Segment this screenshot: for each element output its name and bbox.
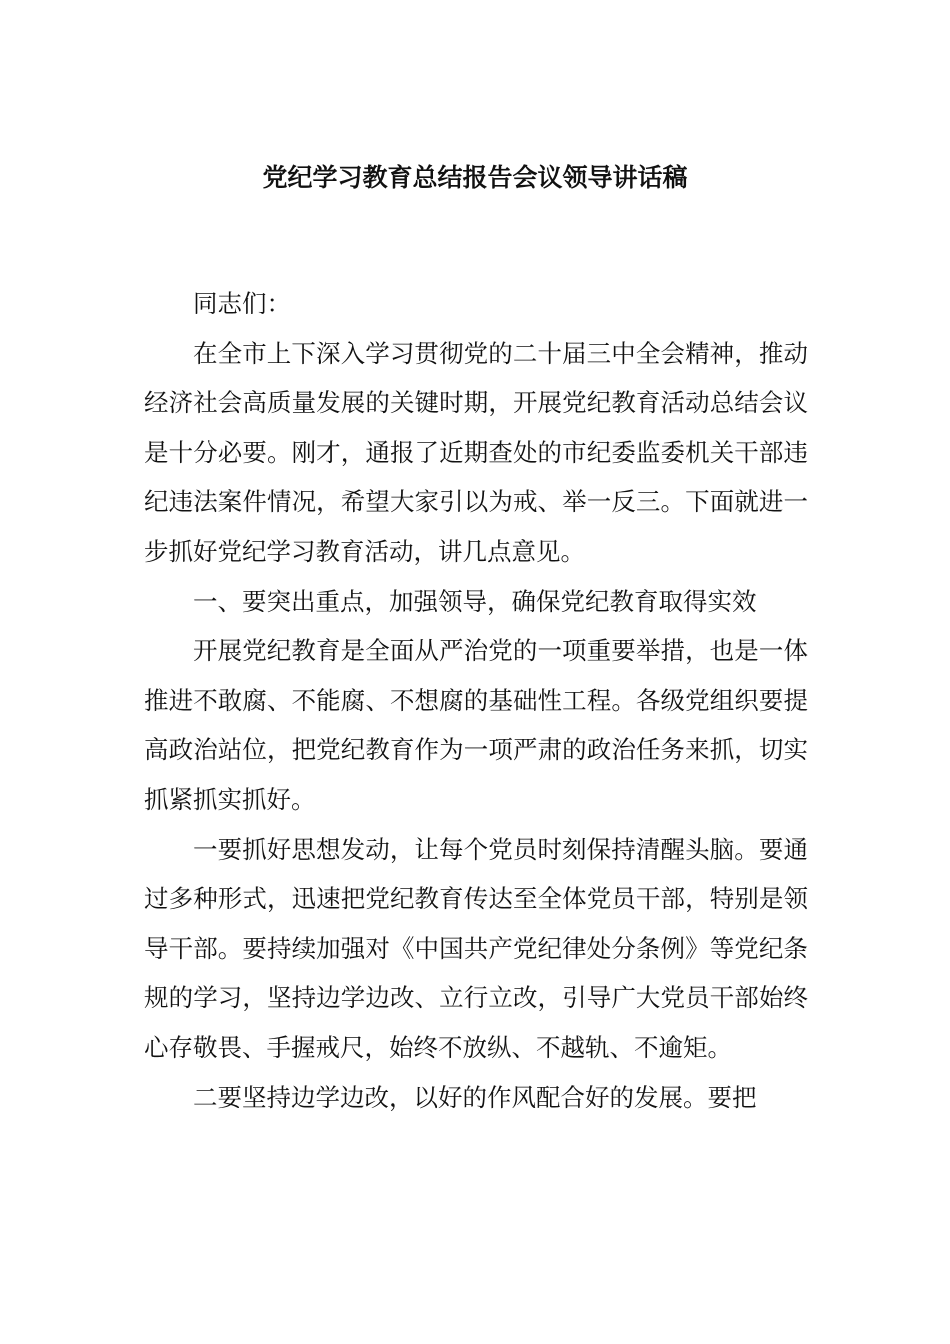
intro-paragraph: 在全市上下深入学习贯彻党的二十届三中全会精神，推动经济社会高质量发展的关键时期，开展党纪教育活动总结会议是十分必要。刚才，通报了近期查处的市纪委监委机关干部违纪违法案件情况，希望大家引以为戒、举一反三。下面就进一步抓好党纪学习教育活动，讲几点意见。 bbox=[144, 338, 808, 566]
body-paragraph: 二要坚持边学边改，以好的作风配合好的发展。要把 bbox=[193, 1082, 757, 1112]
body-paragraph: 一要抓好思想发动，让每个党员时刻保持清醒头脑。要通过多种形式，迅速把党纪教育传达至全体党员干部，特别是领导干部。要持续加强对《中国共产党纪律处分条例》等党纪条规的学习，坚持边学边改、立行立改，引导广大党员干部始终心存敬畏、手握戒尺，始终不放纵、不越轨、不逾矩。 bbox=[144, 834, 808, 1062]
body-paragraph: 开展党纪教育是全面从严治党的一项重要举措，也是一体推进不敢腐、不能腐、不想腐的基础性工程。各级党组织要提高政治站位，把党纪教育作为一项严肃的政治任务来抓，切实抓紧抓实抓好。 bbox=[144, 636, 808, 814]
document-title: 党纪学习教育总结报告会议领导讲话稿 bbox=[262, 163, 688, 192]
salutation-paragraph: 同志们： bbox=[193, 289, 291, 318]
document-body bbox=[144, 279, 808, 1122]
section-heading-1: 一、要突出重点，加强领导，确保党纪教育取得实效 bbox=[193, 586, 757, 616]
